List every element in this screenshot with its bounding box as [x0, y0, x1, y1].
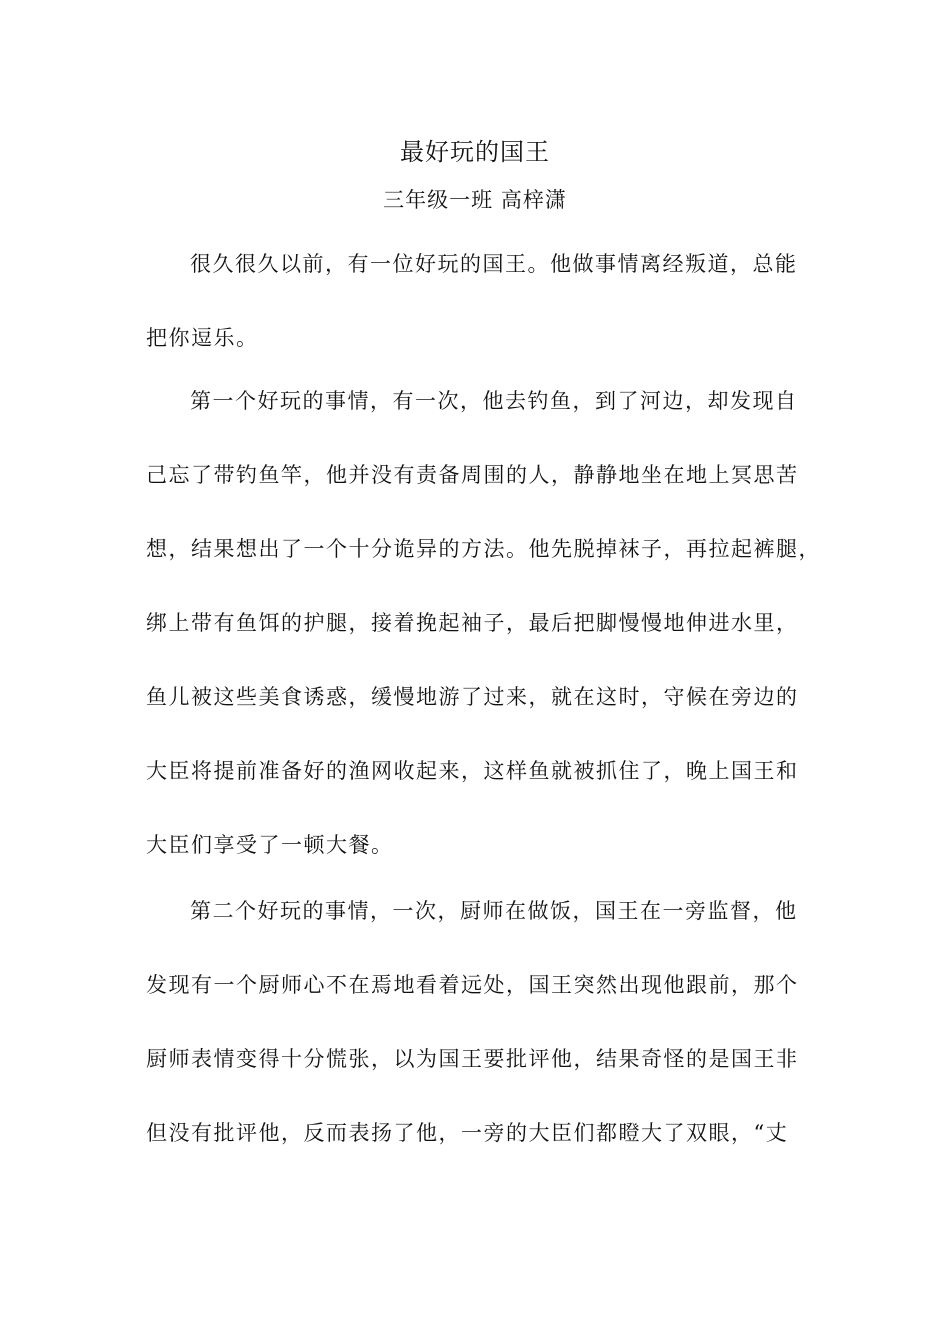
paragraph-line: 发现有一个厨师心不在焉地看着远处，国王突然出现他跟前，那个 [146, 973, 799, 997]
paragraph-line: 己忘了带钓鱼竿，他并没有责备周围的人，静静地坐在地上冥思苦 [146, 463, 799, 487]
paragraph-line: 第一个好玩的事情，有一次，他去钓鱼，到了河边，却发现自 [190, 389, 798, 413]
paragraph-line: 大臣们享受了一顿大餐。 [146, 833, 394, 857]
paragraph-line: 厨师表情变得十分慌张，以为国王要批评他，结果奇怪的是国王非 [146, 1047, 799, 1071]
paragraph-line: 很久很久以前，有一位好玩的国王。他做事情离经叛道，总能 [190, 252, 798, 276]
document-title: 最好玩的国王 [400, 138, 550, 166]
paragraph-line: 鱼儿被这些美食诱惑，缓慢地游了过来，就在这时，守候在旁边的 [146, 685, 799, 709]
paragraph-line: 大臣将提前准备好的渔网收起来，这样鱼就被抓住了，晚上国王和 [146, 759, 799, 783]
paragraph-line: 把你逗乐。 [146, 326, 259, 350]
paragraph-line: 但没有批评他，反而表扬了他，一旁的大臣们都瞪大了双眼，“丈 [146, 1121, 789, 1145]
paragraph-line: 想，结果想出了一个十分诡异的方法。他先脱掉袜子，再拉起裤腿， [146, 537, 821, 561]
paragraph-line: 绑上带有鱼饵的护腿，接着挽起袖子，最后把脚慢慢地伸进水里， [146, 611, 799, 635]
paragraph-line: 第二个好玩的事情，一次，厨师在做饭，国王在一旁监督，他 [190, 899, 798, 923]
author-byline: 三年级一班 高梓潇 [383, 188, 567, 212]
